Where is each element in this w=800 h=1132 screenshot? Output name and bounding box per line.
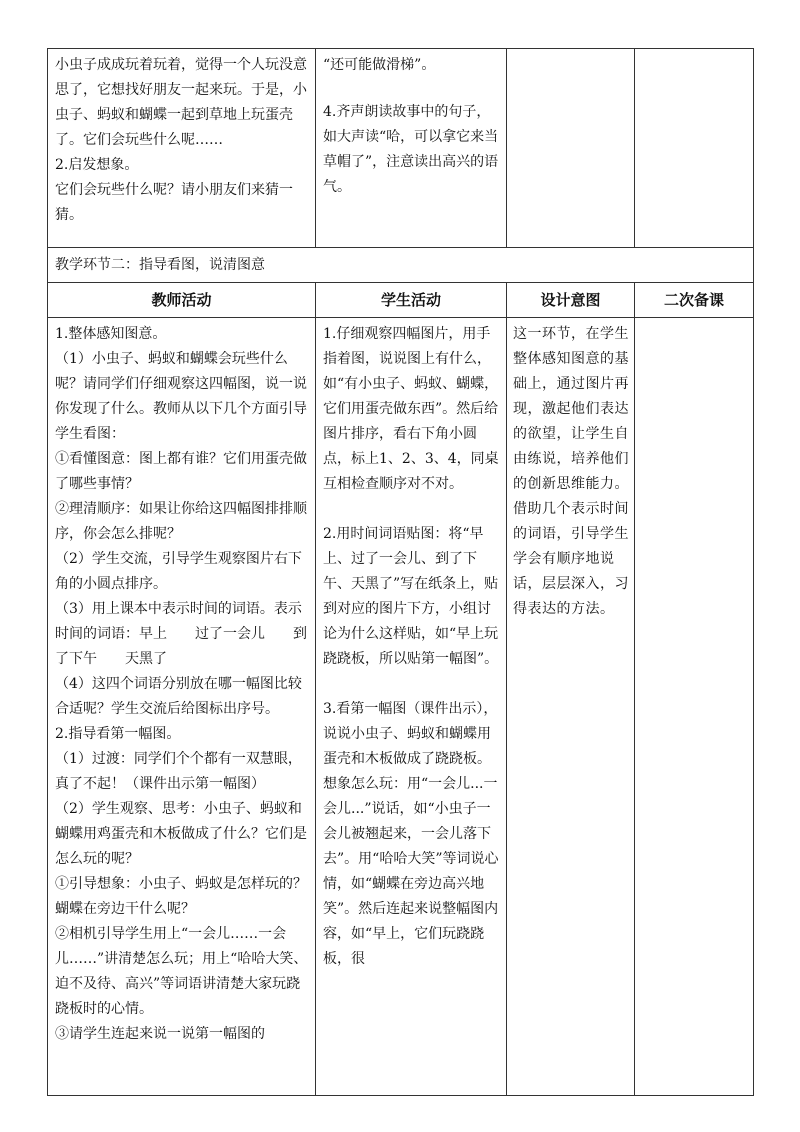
section-title: 教学环节二：指导看图，说清图意 bbox=[55, 257, 265, 273]
teacher-text: （2）学生交流，引导学生观察图片右下角的小圆点排序。 bbox=[55, 551, 302, 592]
header-teacher: 教师活动 bbox=[48, 283, 316, 318]
teacher-text: 2.指导看第一幅图。 bbox=[55, 726, 181, 742]
student-text: 4.齐声朗读故事中的句子，如大声读“哈，可以拿它来当草帽了”，注意读出高兴的语气。 bbox=[323, 104, 499, 195]
header-design: 设计意图 bbox=[507, 283, 635, 318]
design-intent-cell bbox=[507, 49, 635, 248]
teacher-text: 2.启发想象。 bbox=[55, 157, 139, 173]
teacher-text: ②相机引导学生用上“一会儿……一会儿……”讲清楚怎么玩；用上“哈哈大笑、迫不及待、高兴”等词语讲清楚大家玩跷跷板时的心情。 bbox=[55, 926, 308, 1017]
teacher-text: （1）过渡：同学们个个都有一双慧眼，真了不起！（课件出示第一幅图） bbox=[55, 751, 302, 792]
teacher-text: （4）这四个词语分别放在哪一幅图比较合适呢？学生交流后给图标出序号。 bbox=[55, 676, 302, 717]
teacher-text: 1.整体感知图意。 bbox=[55, 326, 167, 342]
student-text: 1.仔细观察四幅图片，用手指着图，说说图上有什么，如“有小虫子、蚂蚁、蝴蝶，它们用蛋壳做东西”。然后给图片排序，看右下角小圆点，标上1、2、3、4，同桌互相检查顺序对不对。 bbox=[323, 326, 499, 492]
section-title-cell bbox=[48, 248, 754, 283]
teacher-text: ①看懂图意：图上都有谁？它们用蛋壳做了哪些事情？ bbox=[55, 451, 307, 492]
main-row bbox=[48, 318, 754, 1096]
second-prep-text bbox=[635, 318, 753, 326]
section-row bbox=[48, 248, 754, 283]
lesson-plan-table bbox=[47, 48, 754, 1096]
teacher-text: ②理清顺序：如果让你给这四幅图排排顺序，你会怎么排呢？ bbox=[55, 501, 307, 542]
second-prep-text bbox=[635, 49, 753, 57]
teacher-text: ①引导想象：小虫子、蚂蚁是怎样玩的？蝴蝶在旁边干什么呢？ bbox=[55, 876, 307, 917]
student-activity-cell bbox=[316, 318, 507, 1096]
header-student: 学生活动 bbox=[316, 283, 507, 318]
design-text: 这一环节，在学生整体感知图意的基础上，通过图片再现，激起他们表达的欲望，让学生自由练说，培养他们的创新思维能力。借助几个表示时间的词语，引导学生学会有顺序地说话，层层深入，习得表达的方法。 bbox=[513, 326, 629, 617]
teacher-activity-cell bbox=[48, 318, 316, 1096]
teacher-text: 它们会玩些什么呢？请小朋友们来猜一猜。 bbox=[55, 182, 293, 223]
teacher-text: ③请学生连起来说一说第一幅图的 bbox=[55, 1026, 265, 1042]
student-text: 3.看第一幅图（课件出示），说说小虫子、蚂蚁和蝴蝶用蛋壳和木板做成了跷跷板。想象怎么玩：用“一会儿...一会儿...”说话，如“小虫子一会儿被翘起来，一会儿落下去”。用“哈哈大笑”等词说心情，如“蝴蝶在旁边高兴地笑”。然后连起来说整幅图内容，如“早上，它们玩跷跷板，很 bbox=[323, 701, 499, 967]
header-second: 二次备课 bbox=[635, 283, 754, 318]
header-row bbox=[48, 283, 754, 318]
student-activity-cell bbox=[316, 49, 507, 248]
teacher-text: （2）学生观察、思考：小虫子、蚂蚁和蝴蝶用鸡蛋壳和木板做成了什么？它们是怎么玩的呢？ bbox=[55, 801, 307, 867]
student-text: “还可能做滑梯”。 bbox=[323, 57, 436, 73]
student-text: 2.用时间词语贴图：将“早上、过了一会儿、到了下午、天黑了”写在纸条上，贴到对应的图片下方，小组讨论为什么这样贴，如“早上玩跷跷板，所以贴第一幅图”。 bbox=[323, 526, 499, 667]
continued-row bbox=[48, 49, 754, 248]
design-text bbox=[507, 49, 634, 57]
second-prep-cell bbox=[635, 49, 754, 248]
teacher-text: （1）小虫子、蚂蚁和蝴蝶会玩些什么呢？请同学们仔细观察这四幅图，说一说你发现了什么。教师从以下几个方面引导学生看图： bbox=[55, 351, 307, 442]
teacher-text: （3）用上课本中表示时间的词语。表示时间的词语：早上 过了一会儿 到了下午 天黑了 bbox=[55, 601, 307, 667]
second-prep-cell bbox=[635, 318, 754, 1096]
design-intent-cell bbox=[507, 318, 635, 1096]
teacher-text: 小虫子成成玩着玩着，觉得一个人玩没意思了，它想找好朋友一起来玩。于是，小虫子、蚂蚁和蝴蝶一起到草地上玩蛋壳了。它们会玩些什么呢…… bbox=[55, 57, 307, 148]
teacher-activity-cell bbox=[48, 49, 316, 248]
